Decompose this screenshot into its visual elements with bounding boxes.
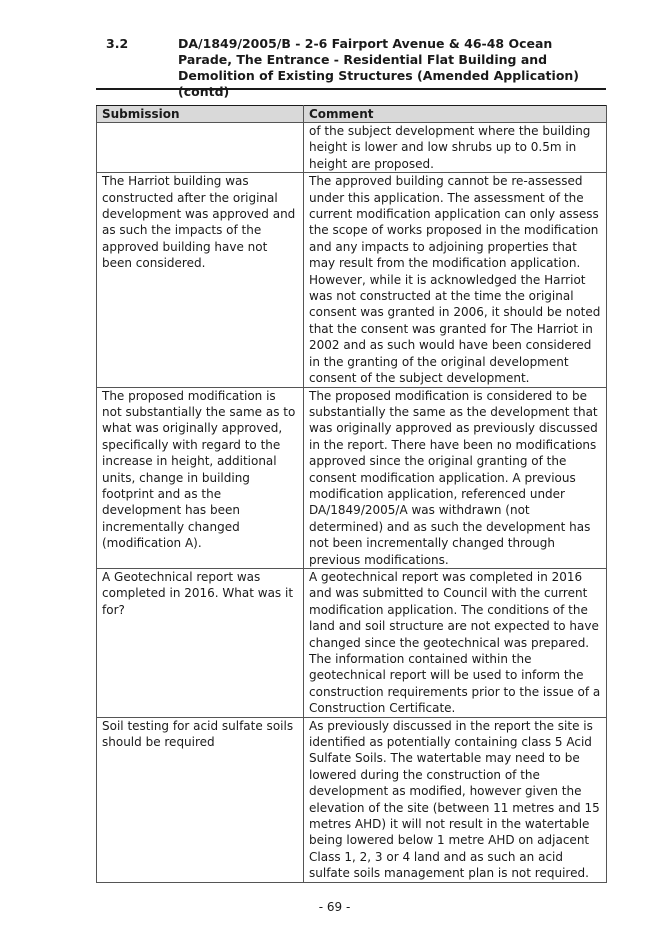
item-title: DA/1849/2005/B - 2-6 Fairport Avenue & 46-48 Ocean Parade, The Entrance - Residential Flat Building and Demolition of Existing Structures (Amended Application) (contd) — [178, 36, 580, 99]
submission-cell: The proposed modification is not substantially the same as to what was originally approved, specifically with regard to the increase in height, additional units, change in building footprint and as the development has been incrementally changed (modification A). — [97, 387, 304, 568]
column-header-submission: Submission — [97, 106, 304, 123]
header-divider — [96, 88, 606, 90]
column-header-comment: Comment — [304, 106, 607, 123]
table-row — [97, 387, 607, 568]
submission-cell — [97, 123, 304, 173]
comment-cell: As previously discussed in the report the site is identified as potentially containing class 5 Acid Sulfate Soils. The watertable may need to be lowered during the construction of the development as modified, however given the elevation of the site (between 11 metres and 15 metres AHD) it will not result in the watertable being lowered below 1 metre AHD on adjacent Class 1, 2, 3 or 4 land and as such an acid sulfate soils management plan is not required. — [304, 717, 607, 882]
table-row — [97, 717, 607, 882]
submission-cell: A Geotechnical report was completed in 2016. What was it for? — [97, 568, 304, 717]
comment-cell: A geotechnical report was completed in 2016 and was submitted to Council with the current modification application. The conditions of the land and soil structure are not expected to have changed since the geotechnical was prepared. The information contained within the geotechnical report will be used to inform the construction requirements prior to the issue of a Construction Certificate. — [304, 568, 607, 717]
submission-cell: The Harriot building was constructed after the original development was approved and as such the impacts of the approved building have not been considered. — [97, 173, 304, 387]
table-row — [97, 123, 607, 173]
submission-cell: Soil testing for acid sulfate soils should be required — [97, 717, 304, 882]
table-header-row — [97, 106, 607, 123]
submissions-table — [96, 105, 607, 883]
table-row — [97, 568, 607, 717]
comment-cell: The approved building cannot be re-assessed under this application. The assessment of the current modification application can only assess the scope of works proposed in the modification and any impacts to adjoining properties that may result from the modification application. However, while it is acknowledged the Harriot was not constructed at the time the original consent was granted in 2006, it should be noted that the consent was granted for The Harriot in 2002 and as such would have been considered in the granting of the original development consent of the subject development. — [304, 173, 607, 387]
comment-cell: The proposed modification is considered to be substantially the same as the development that was originally approved as previously discussed in the report. There have been no modifications approved since the original granting of the consent modification application. A previous modification application, referenced under DA/1849/2005/A was withdrawn (not determined) and as such the development has not been incrementally changed through previous modifications. — [304, 387, 607, 568]
comment-cell: of the subject development where the building height is lower and low shrubs up to 0.5m in height are proposed. — [304, 123, 607, 173]
item-number: 3.2 — [106, 36, 129, 51]
page-number: - 69 - — [318, 900, 351, 914]
table-row — [97, 173, 607, 387]
